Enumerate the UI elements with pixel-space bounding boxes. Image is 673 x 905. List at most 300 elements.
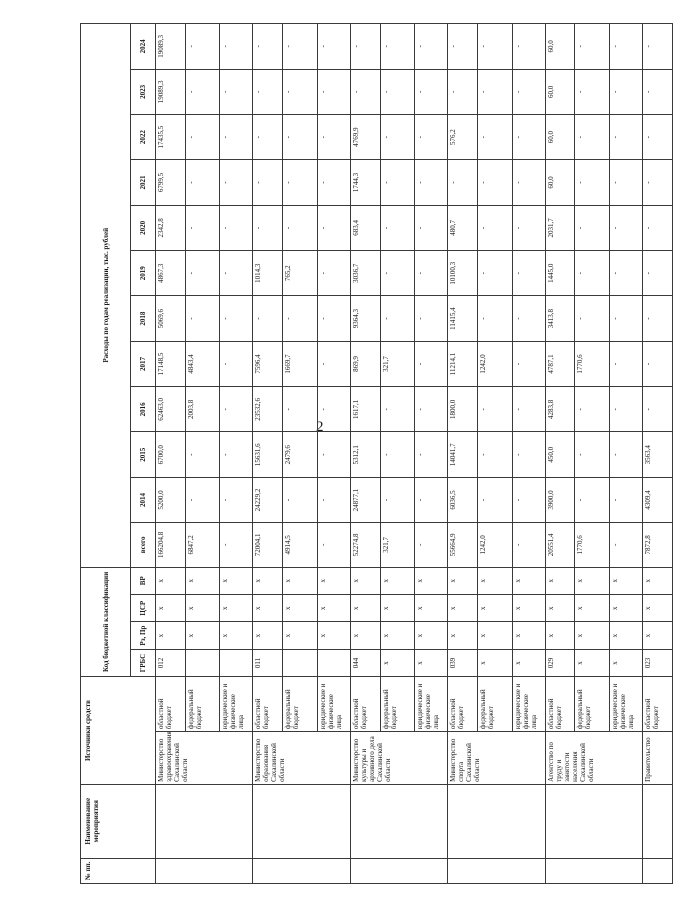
code-cell: х <box>545 567 575 594</box>
value-cell: 4309,4 <box>643 477 673 522</box>
code-cell: х <box>448 622 478 649</box>
value-cell: 19089,3 <box>156 69 186 114</box>
value-cell: - <box>610 432 643 477</box>
row-number-cell <box>448 858 545 883</box>
value-cell: - <box>512 69 545 114</box>
value-cell: - <box>253 69 283 114</box>
value-cell: - <box>643 69 673 114</box>
code-cell: х <box>350 567 380 594</box>
value-cell: 869,9 <box>350 341 380 386</box>
value-cell: 4867,3 <box>156 251 186 296</box>
source-cell: федеральный бюджет <box>575 677 610 732</box>
code-cell: х <box>415 649 448 676</box>
value-cell: - <box>512 205 545 250</box>
value-cell: - <box>478 296 513 341</box>
value-cell: 1242,0 <box>478 341 513 386</box>
value-cell: - <box>317 387 350 432</box>
value-cell: - <box>448 24 478 70</box>
value-cell: - <box>415 341 448 386</box>
value-cell: - <box>220 477 253 522</box>
table-row <box>350 24 380 884</box>
value-cell: - <box>415 296 448 341</box>
value-cell: - <box>380 24 415 70</box>
value-cell: 765,2 <box>283 251 318 296</box>
rotated-table-container <box>80 23 673 884</box>
source-cell: юридические и физические лица <box>415 677 448 732</box>
value-cell: - <box>283 205 318 250</box>
executor-cell: Министерство образования Сахалинской области <box>253 732 350 785</box>
value-cell: - <box>512 251 545 296</box>
code-cell: х <box>478 649 513 676</box>
header-year-4: 2017 <box>131 341 156 386</box>
value-cell: - <box>512 432 545 477</box>
value-cell: 15631,6 <box>253 432 283 477</box>
code-cell <box>220 649 253 676</box>
value-cell: - <box>575 387 610 432</box>
row-number-cell <box>156 858 253 883</box>
value-cell: - <box>220 341 253 386</box>
header-year-6: 2019 <box>131 251 156 296</box>
value-cell: - <box>643 205 673 250</box>
value-cell: - <box>185 69 220 114</box>
value-cell: - <box>448 160 478 205</box>
code-cell: х <box>156 567 186 594</box>
value-cell: 3413,8 <box>545 296 575 341</box>
value-cell: - <box>317 477 350 522</box>
code-cell: х <box>156 594 186 621</box>
value-cell: - <box>512 387 545 432</box>
value-cell: - <box>317 69 350 114</box>
code-cell: х <box>317 594 350 621</box>
value-cell: 14041,7 <box>448 432 478 477</box>
value-cell: - <box>253 205 283 250</box>
value-cell: 10100,3 <box>448 251 478 296</box>
header-year-5: 2018 <box>131 296 156 341</box>
value-cell: - <box>415 251 448 296</box>
code-cell: х <box>317 622 350 649</box>
value-cell: 321,7 <box>380 523 415 567</box>
code-cell: х <box>350 594 380 621</box>
value-cell: - <box>610 114 643 159</box>
value-cell: - <box>415 69 448 114</box>
code-cell: х <box>185 594 220 621</box>
value-cell: 24229,2 <box>253 477 283 522</box>
value-cell: - <box>643 341 673 386</box>
value-cell: - <box>610 69 643 114</box>
code-cell: х <box>185 622 220 649</box>
table-row <box>253 24 283 884</box>
value-cell: 1770,6 <box>575 341 610 386</box>
value-cell: - <box>415 160 448 205</box>
source-cell: федеральный бюджет <box>185 677 220 732</box>
source-cell: федеральный бюджет <box>380 677 415 732</box>
value-cell: 7872,8 <box>643 523 673 567</box>
header-expenses-group: Расходы по годам реализации, тыс. рублей <box>81 24 131 568</box>
header-code-3: ВР <box>131 567 156 594</box>
code-cell: х <box>643 594 673 621</box>
value-cell: - <box>512 341 545 386</box>
code-cell: х <box>448 567 478 594</box>
value-cell: 62463,0 <box>156 387 186 432</box>
code-cell: х <box>478 622 513 649</box>
value-cell: - <box>283 69 318 114</box>
source-cell: областной бюджет <box>156 677 186 732</box>
value-cell: - <box>317 341 350 386</box>
code-cell: х <box>220 567 253 594</box>
code-cell: х <box>350 622 380 649</box>
value-cell: 6799,5 <box>156 160 186 205</box>
value-cell: - <box>185 160 220 205</box>
value-cell: - <box>185 477 220 522</box>
value-cell: - <box>317 523 350 567</box>
code-cell: х <box>380 649 415 676</box>
value-cell: 3900,0 <box>545 477 575 522</box>
measure-name-cell <box>156 784 253 858</box>
value-cell: - <box>317 296 350 341</box>
value-cell: - <box>220 251 253 296</box>
value-cell: - <box>512 477 545 522</box>
source-cell: областной бюджет <box>643 677 673 732</box>
source-cell: областной бюджет <box>545 677 575 732</box>
value-cell: - <box>380 114 415 159</box>
code-cell: 029 <box>545 649 575 676</box>
value-cell: - <box>610 160 643 205</box>
value-cell: - <box>478 477 513 522</box>
value-cell: 2003,8 <box>185 387 220 432</box>
value-cell: 6036,5 <box>448 477 478 522</box>
value-cell: - <box>253 114 283 159</box>
value-cell: 1445,0 <box>545 251 575 296</box>
code-cell: х <box>317 567 350 594</box>
value-cell: - <box>220 296 253 341</box>
value-cell: 1617,1 <box>350 387 380 432</box>
value-cell: 450,0 <box>545 432 575 477</box>
header-year-2: 2015 <box>131 432 156 477</box>
value-cell: - <box>185 432 220 477</box>
value-cell: 7596,4 <box>253 341 283 386</box>
value-cell: - <box>610 341 643 386</box>
value-cell: - <box>478 432 513 477</box>
value-cell: 60,0 <box>545 114 575 159</box>
value-cell: - <box>512 24 545 70</box>
code-cell: х <box>512 567 545 594</box>
value-cell: - <box>185 251 220 296</box>
value-cell: 1014,3 <box>253 251 283 296</box>
value-cell: - <box>253 160 283 205</box>
value-cell: - <box>317 24 350 70</box>
value-cell: 321,7 <box>380 341 415 386</box>
value-cell: - <box>220 387 253 432</box>
value-cell: 55664,9 <box>448 523 478 567</box>
value-cell: - <box>185 114 220 159</box>
executor-cell: Министерство здравоохранения Сахалинской области <box>156 732 253 785</box>
value-cell: 72004,1 <box>253 523 283 567</box>
source-cell: областной бюджет <box>350 677 380 732</box>
value-cell: 4914,5 <box>283 523 318 567</box>
value-cell: - <box>220 205 253 250</box>
code-cell: х <box>575 649 610 676</box>
value-cell: 1242,0 <box>478 523 513 567</box>
header-year-9: 2022 <box>131 114 156 159</box>
value-cell: - <box>415 114 448 159</box>
value-cell: 4769,9 <box>350 114 380 159</box>
value-cell: - <box>317 432 350 477</box>
value-cell: - <box>185 296 220 341</box>
value-cell: 5312,1 <box>350 432 380 477</box>
value-cell: - <box>610 387 643 432</box>
measure-name-cell <box>448 784 545 858</box>
value-cell: 11415,4 <box>448 296 478 341</box>
code-cell: х <box>610 594 643 621</box>
value-cell: - <box>220 69 253 114</box>
value-cell: - <box>643 251 673 296</box>
value-cell: - <box>350 69 380 114</box>
code-cell: х <box>478 567 513 594</box>
value-cell: - <box>575 477 610 522</box>
value-cell: 24877,1 <box>350 477 380 522</box>
value-cell: - <box>317 160 350 205</box>
code-cell <box>317 649 350 676</box>
executor-cell: Министерство спорта Сахалинской области <box>448 732 545 785</box>
code-cell: х <box>448 594 478 621</box>
value-cell: 3036,7 <box>350 251 380 296</box>
code-cell <box>185 649 220 676</box>
value-cell: 4283,8 <box>545 387 575 432</box>
value-cell: 9364,3 <box>350 296 380 341</box>
table-row <box>545 24 575 884</box>
value-cell: 480,7 <box>448 205 478 250</box>
value-cell: - <box>512 296 545 341</box>
code-cell: х <box>253 567 283 594</box>
value-cell: 11214,1 <box>448 341 478 386</box>
value-cell: 166204,8 <box>156 523 186 567</box>
value-cell: - <box>350 24 380 70</box>
code-cell: х <box>610 649 643 676</box>
code-cell: 039 <box>448 649 478 676</box>
header-code-group: Код бюджетной классификации <box>81 567 131 677</box>
value-cell: - <box>575 160 610 205</box>
header-year-7: 2020 <box>131 205 156 250</box>
value-cell: - <box>643 296 673 341</box>
value-cell: - <box>478 69 513 114</box>
value-cell: 1800,0 <box>448 387 478 432</box>
measure-name-cell <box>643 784 673 858</box>
code-cell: х <box>415 567 448 594</box>
value-cell: - <box>610 523 643 567</box>
value-cell: - <box>610 477 643 522</box>
value-cell: - <box>380 477 415 522</box>
value-cell: - <box>575 69 610 114</box>
code-cell: х <box>283 622 318 649</box>
value-cell: - <box>643 24 673 70</box>
row-number-cell <box>643 858 673 883</box>
value-cell: 6847,2 <box>185 523 220 567</box>
code-cell: 011 <box>253 649 283 676</box>
value-cell: 683,4 <box>350 205 380 250</box>
measure-name-cell <box>545 784 642 858</box>
value-cell: - <box>478 160 513 205</box>
value-cell: 6700,0 <box>156 432 186 477</box>
value-cell: 20551,4 <box>545 523 575 567</box>
executor-cell: Агентство по труду и занятости населения Сахалинской области <box>545 732 642 785</box>
measure-name-cell <box>253 784 350 858</box>
header-code-1: Рз, Пр <box>131 622 156 649</box>
code-cell: х <box>283 567 318 594</box>
value-cell: 2031,7 <box>545 205 575 250</box>
value-cell: - <box>478 24 513 70</box>
value-cell: - <box>380 387 415 432</box>
code-cell: х <box>575 594 610 621</box>
value-cell: - <box>185 24 220 70</box>
table-row <box>448 24 478 884</box>
code-cell: х <box>643 622 673 649</box>
code-cell: х <box>253 594 283 621</box>
value-cell: - <box>610 205 643 250</box>
value-cell: - <box>220 432 253 477</box>
header-num: № пп. <box>81 858 156 883</box>
page-number: 2 <box>316 419 324 435</box>
table-row <box>643 24 673 884</box>
code-cell: х <box>380 594 415 621</box>
value-cell: - <box>415 432 448 477</box>
row-number-cell <box>350 858 447 883</box>
value-cell: - <box>380 205 415 250</box>
value-cell: - <box>478 205 513 250</box>
code-cell: х <box>415 594 448 621</box>
value-cell: 52274,8 <box>350 523 380 567</box>
value-cell: - <box>283 160 318 205</box>
code-cell: 023 <box>643 649 673 676</box>
code-cell: х <box>610 622 643 649</box>
value-cell: 2342,8 <box>156 205 186 250</box>
code-cell: х <box>156 622 186 649</box>
value-cell: - <box>575 432 610 477</box>
value-cell: - <box>283 296 318 341</box>
value-cell: - <box>478 251 513 296</box>
code-cell: х <box>478 594 513 621</box>
code-cell: х <box>512 649 545 676</box>
value-cell: - <box>610 296 643 341</box>
value-cell: - <box>415 523 448 567</box>
value-cell: - <box>220 160 253 205</box>
code-cell: х <box>220 594 253 621</box>
value-cell: 19089,3 <box>156 24 186 70</box>
table-row <box>156 24 186 884</box>
value-cell: - <box>610 24 643 70</box>
header-year-8: 2021 <box>131 160 156 205</box>
header-year-1: 2014 <box>131 477 156 522</box>
code-cell: х <box>220 622 253 649</box>
value-cell: - <box>575 24 610 70</box>
value-cell: - <box>415 477 448 522</box>
code-cell: х <box>415 622 448 649</box>
source-cell: федеральный бюджет <box>283 677 318 732</box>
source-cell: юридические и физические лица <box>220 677 253 732</box>
value-cell: 60,0 <box>545 24 575 70</box>
value-cell: - <box>415 24 448 70</box>
value-cell: - <box>283 24 318 70</box>
value-cell: 5200,0 <box>156 477 186 522</box>
source-cell: юридические и физические лица <box>317 677 350 732</box>
code-cell: 044 <box>350 649 380 676</box>
value-cell: - <box>283 114 318 159</box>
value-cell: - <box>317 114 350 159</box>
code-cell: х <box>643 567 673 594</box>
code-cell: х <box>610 567 643 594</box>
header-year-11: 2024 <box>131 24 156 70</box>
value-cell: - <box>283 477 318 522</box>
header-year-10: 2023 <box>131 69 156 114</box>
value-cell: - <box>512 160 545 205</box>
code-cell: х <box>545 594 575 621</box>
value-cell: - <box>317 205 350 250</box>
code-cell: х <box>380 567 415 594</box>
value-cell: - <box>380 251 415 296</box>
header-name: Наименование мероприятия <box>81 784 156 858</box>
source-cell: юридические и физические лица <box>610 677 643 732</box>
code-cell: х <box>283 594 318 621</box>
value-cell: - <box>220 24 253 70</box>
value-cell: - <box>448 69 478 114</box>
value-cell: - <box>478 114 513 159</box>
value-cell: 4787,1 <box>545 341 575 386</box>
row-number-cell <box>545 858 642 883</box>
code-cell: х <box>185 567 220 594</box>
code-cell: х <box>380 622 415 649</box>
value-cell: - <box>643 387 673 432</box>
value-cell: 17148,5 <box>156 341 186 386</box>
header-code-0: ГРБС <box>131 649 156 676</box>
table-body <box>156 24 673 884</box>
value-cell: - <box>380 160 415 205</box>
value-cell: - <box>575 296 610 341</box>
code-cell: х <box>545 622 575 649</box>
value-cell: - <box>610 251 643 296</box>
source-cell: областной бюджет <box>448 677 478 732</box>
value-cell: - <box>380 296 415 341</box>
header-year-3: 2016 <box>131 387 156 432</box>
value-cell: - <box>253 24 283 70</box>
source-cell: юридические и физические лица <box>512 677 545 732</box>
code-cell: х <box>512 594 545 621</box>
code-cell: 012 <box>156 649 186 676</box>
value-cell: 4843,4 <box>185 341 220 386</box>
value-cell: 3563,4 <box>643 432 673 477</box>
value-cell: 60,0 <box>545 69 575 114</box>
value-cell: - <box>512 114 545 159</box>
header-code-2: ЦСР <box>131 594 156 621</box>
value-cell: - <box>575 114 610 159</box>
code-cell: х <box>253 622 283 649</box>
value-cell: 2479,6 <box>283 432 318 477</box>
measure-name-cell <box>350 784 447 858</box>
value-cell: 1744,3 <box>350 160 380 205</box>
executor-cell: Министерство культуры и архивного дела Сахалинской области <box>350 732 447 785</box>
header-row-top <box>81 24 131 884</box>
source-cell: федеральный бюджет <box>478 677 513 732</box>
value-cell: - <box>512 523 545 567</box>
value-cell: - <box>185 205 220 250</box>
value-cell: 1669,7 <box>283 341 318 386</box>
header-year-0: всего <box>131 523 156 567</box>
value-cell: - <box>643 114 673 159</box>
value-cell: - <box>283 387 318 432</box>
code-cell: х <box>512 622 545 649</box>
budget-table <box>80 23 673 884</box>
value-cell: - <box>415 205 448 250</box>
value-cell: - <box>643 160 673 205</box>
source-cell: областной бюджет <box>253 677 283 732</box>
